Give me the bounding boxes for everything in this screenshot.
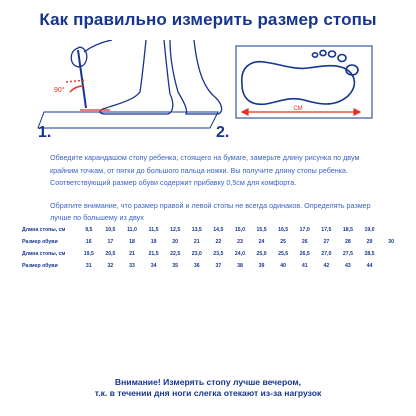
size-table-cell: 14,5 bbox=[213, 227, 224, 233]
size-table-cell: 25,5 bbox=[278, 251, 289, 257]
size-table-cell: 21 bbox=[129, 251, 135, 257]
size-table-cell: 25,0 bbox=[256, 251, 267, 257]
size-table-cell: 15,5 bbox=[256, 227, 267, 233]
size-table-cell: 18,5 bbox=[342, 227, 353, 233]
size-table-cell: 44 bbox=[366, 263, 373, 269]
size-table-row-label: Размер обуви bbox=[22, 239, 58, 245]
instructions-paragraph-1: Обведите карандашом стопу ребенка, стоящего на бумаге, замерьте длину рисунка по двум крайним точкам, от пятки до большого пальца ножки. Вы получите длину стопы ребенка. Соответствующий размер обуви содержит прибавку 0,5см для комфорта. bbox=[50, 153, 360, 188]
size-table-cell: 19 bbox=[150, 239, 157, 245]
footer-note-line-2: т.к. в течении дня ноги слегка отекают из-за нагрузок bbox=[94, 388, 322, 398]
size-table-cell: 39 bbox=[258, 263, 265, 269]
page-title: Как правильно измерить размер стопы bbox=[39, 10, 377, 29]
size-table-cell: 12,5 bbox=[170, 227, 181, 233]
size-table-cell: 28 bbox=[345, 239, 351, 245]
size-table-cell: 17,5 bbox=[321, 227, 332, 233]
size-table-cell: 27 bbox=[323, 239, 330, 245]
size-table-row-label: Длина стопы, см bbox=[22, 227, 66, 233]
size-table-cell bbox=[380, 260, 402, 272]
size-table-cell bbox=[380, 224, 402, 236]
size-table-cell: 25 bbox=[280, 239, 287, 245]
size-table-cell: 23,0 bbox=[191, 251, 202, 257]
size-table-cell: 21 bbox=[193, 239, 200, 245]
size-table-cell: 35 bbox=[172, 263, 179, 269]
left-leg bbox=[100, 40, 173, 114]
measuring-illustration bbox=[28, 40, 388, 140]
footprint-outline bbox=[242, 50, 358, 104]
size-table-cell: 43 bbox=[345, 263, 351, 269]
size-table-cell: 27,5 bbox=[342, 251, 353, 257]
footer-note bbox=[0, 377, 416, 399]
size-table-row-label: Длина стопы, см bbox=[22, 251, 66, 257]
size-table-cell: 32 bbox=[107, 263, 114, 269]
size-table-cell: 33 bbox=[129, 263, 135, 269]
size-table-cell: 40 bbox=[280, 263, 287, 269]
size-table-cell: 30 bbox=[388, 239, 395, 245]
size-table-row-label: Размер обуви bbox=[22, 263, 58, 269]
size-table-cell: 9,5 bbox=[85, 227, 93, 233]
size-table-cell: 26,5 bbox=[299, 251, 310, 257]
size-table-cell: 20 bbox=[172, 239, 179, 245]
size-table-cell: 41 bbox=[301, 263, 308, 269]
size-table-cell: 28,5 bbox=[364, 251, 375, 257]
pencil bbox=[78, 50, 86, 108]
footer-note-line-1: Внимание! Измерять стопу лучше вечером, bbox=[114, 377, 302, 387]
size-table-cell: 23,5 bbox=[213, 251, 224, 257]
size-table-cell: 23 bbox=[237, 239, 243, 245]
size-table-cell: 29 bbox=[366, 239, 373, 245]
size-table-cell: 16,5 bbox=[278, 227, 289, 233]
size-table-cell: 11,5 bbox=[148, 227, 159, 233]
instructions-paragraph-2: Обратите внимание, что размер правой и левой стопы не всегда одинаков. Определять размер лучше по большему из двух bbox=[50, 200, 371, 223]
size-table-row bbox=[22, 260, 402, 272]
size-table-cell: 21,5 bbox=[148, 251, 159, 257]
size-table bbox=[22, 224, 402, 272]
size-table-cell: 42 bbox=[323, 263, 330, 269]
size-table-cell: 34 bbox=[150, 263, 157, 269]
size-table-cell: 27,0 bbox=[321, 251, 332, 257]
size-table-cell bbox=[380, 248, 402, 260]
size-table-cell: 22,5 bbox=[170, 251, 181, 257]
size-table-row bbox=[22, 248, 402, 260]
size-table-cell: 22 bbox=[215, 239, 222, 245]
size-table-row bbox=[22, 236, 402, 248]
step-2-label: 2. bbox=[216, 124, 230, 141]
size-table-cell: 13,5 bbox=[191, 227, 202, 233]
size-table-cell: 18 bbox=[129, 239, 135, 245]
paper-frame bbox=[236, 46, 372, 118]
size-table-cell: 36 bbox=[193, 263, 200, 269]
angle-label: 90° bbox=[54, 87, 65, 94]
arm bbox=[84, 40, 112, 52]
size-table-cell: 19,5 bbox=[83, 251, 94, 257]
size-table-cell: 38 bbox=[237, 263, 243, 269]
size-table-cell: 20,5 bbox=[105, 251, 116, 257]
size-table-cell: 17 bbox=[107, 239, 114, 245]
measure-unit-label: СМ bbox=[293, 106, 303, 112]
size-table-cell: 11,0 bbox=[127, 227, 137, 233]
foot-on-paper-drawing bbox=[38, 40, 222, 128]
size-table-cell: 24 bbox=[258, 239, 265, 245]
size-table-cell: 16 bbox=[85, 239, 92, 245]
size-table-cell: 24,0 bbox=[234, 251, 245, 257]
size-table-cell: 37 bbox=[215, 263, 222, 269]
right-leg bbox=[170, 40, 222, 114]
size-table-cell: 19,0 bbox=[364, 227, 375, 233]
instructions bbox=[50, 152, 380, 235]
size-table-cell: 10,5 bbox=[105, 227, 116, 233]
size-table-cell: 31 bbox=[85, 263, 92, 269]
size-table-row bbox=[22, 224, 402, 236]
size-table-cell: 17,0 bbox=[299, 227, 310, 233]
size-table-cell: 26 bbox=[301, 239, 308, 245]
size-table-cell: 15,0 bbox=[234, 227, 245, 233]
step-1-label: 1. bbox=[38, 124, 52, 141]
